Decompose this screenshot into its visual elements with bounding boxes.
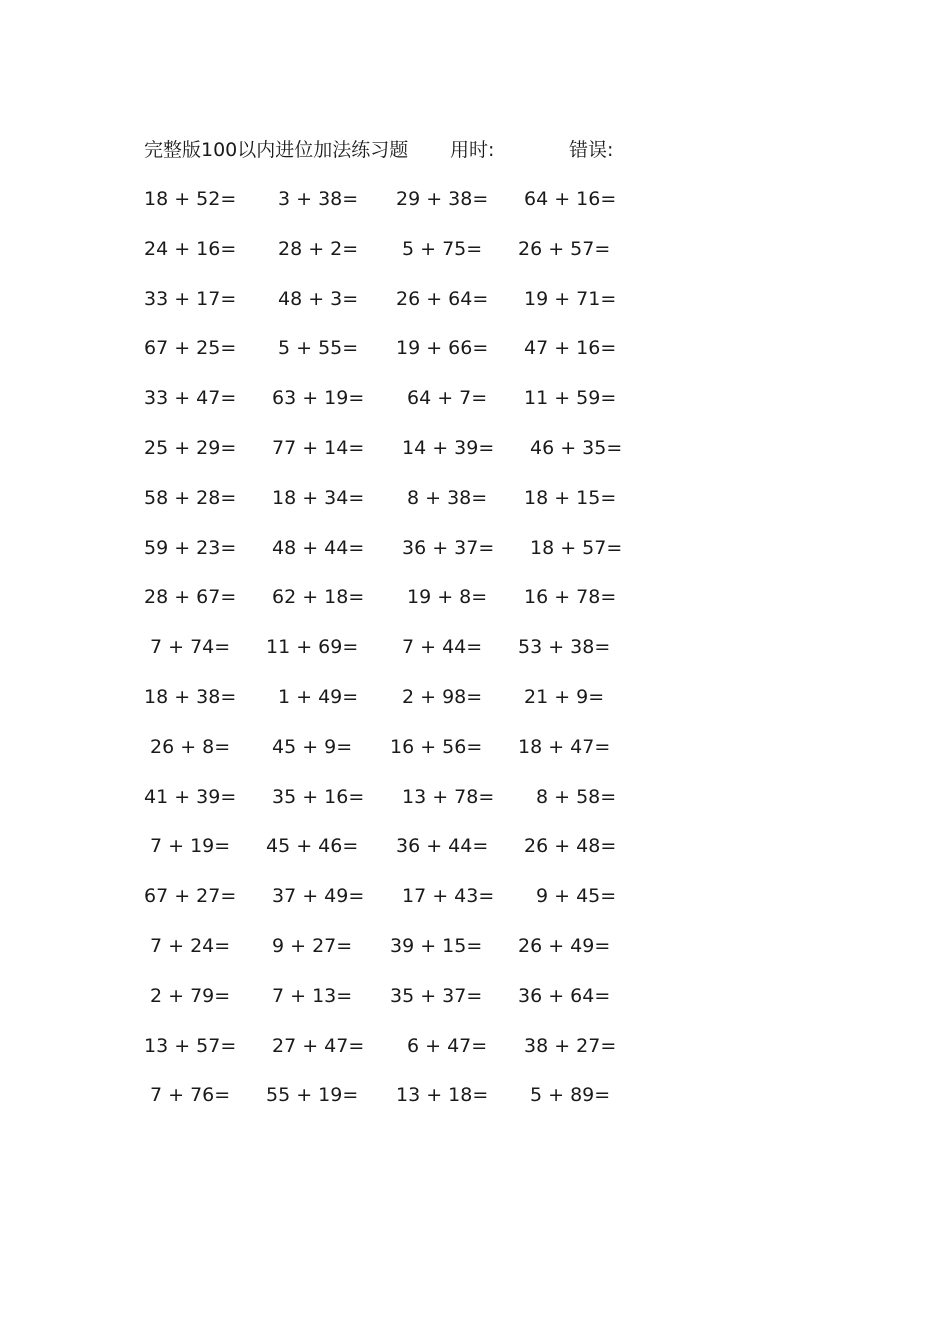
addition-problem: 77 + 14= <box>272 436 365 459</box>
problem-row <box>0 383 950 433</box>
addition-problem: 7 + 74= <box>150 636 231 659</box>
addition-problem: 18 + 52= <box>144 188 237 210</box>
problem-row <box>0 234 950 284</box>
problem-row <box>0 782 950 832</box>
addition-problem: 38 + 27= <box>524 1034 617 1057</box>
addition-problem: 26 + 57= <box>518 237 611 260</box>
problem-row <box>0 881 950 931</box>
problem-row <box>0 981 950 1031</box>
addition-problem: 11 + 59= <box>524 387 617 410</box>
addition-problem: 45 + 46= <box>266 835 359 858</box>
addition-problem: 19 + 66= <box>396 337 489 360</box>
addition-problem: 18 + 57= <box>530 536 623 559</box>
addition-problem: 36 + 37= <box>402 536 495 559</box>
addition-problem: 58 + 28= <box>144 486 237 509</box>
addition-problem: 8 + 38= <box>407 486 488 509</box>
addition-problem: 62 + 18= <box>272 586 365 609</box>
problem-row <box>0 333 950 383</box>
problem-row <box>0 483 950 533</box>
addition-problem: 53 + 38= <box>518 636 611 659</box>
addition-problem: 46 + 35= <box>530 436 623 459</box>
addition-problem: 1 + 49= <box>278 685 359 708</box>
problem-row <box>0 582 950 632</box>
addition-problem: 21 + 9= <box>524 685 605 708</box>
problem-row <box>0 1080 950 1130</box>
addition-problem: 64 + 16= <box>524 188 617 210</box>
addition-problem: 18 + 15= <box>524 486 617 509</box>
problem-row <box>0 831 950 881</box>
addition-problem: 17 + 43= <box>402 885 495 908</box>
addition-problem: 64 + 7= <box>407 387 488 410</box>
addition-problem: 48 + 3= <box>278 287 359 310</box>
problem-row <box>0 184 950 234</box>
addition-problem: 35 + 16= <box>272 785 365 808</box>
addition-problem: 67 + 27= <box>144 885 237 908</box>
addition-problem: 7 + 44= <box>402 636 483 659</box>
addition-problem: 36 + 44= <box>396 835 489 858</box>
addition-problem: 13 + 18= <box>396 1084 489 1107</box>
addition-problem: 25 + 29= <box>144 436 237 459</box>
addition-problem: 37 + 49= <box>272 885 365 908</box>
addition-problem: 26 + 48= <box>524 835 617 858</box>
addition-problem: 13 + 78= <box>402 785 495 808</box>
addition-problem: 7 + 13= <box>272 984 353 1007</box>
addition-problem: 19 + 8= <box>407 586 488 609</box>
problem-row <box>0 1031 950 1081</box>
addition-problem: 26 + 49= <box>518 934 611 957</box>
problem-row <box>0 632 950 682</box>
addition-problem: 24 + 16= <box>144 237 237 260</box>
addition-problem: 5 + 89= <box>530 1084 611 1107</box>
addition-problem: 2 + 79= <box>150 984 231 1007</box>
addition-problem: 8 + 58= <box>536 785 617 808</box>
problem-grid <box>0 184 950 1130</box>
addition-problem: 29 + 38= <box>396 188 489 210</box>
addition-problem: 45 + 9= <box>272 735 353 758</box>
addition-problem: 35 + 37= <box>390 984 483 1007</box>
addition-problem: 6 + 47= <box>407 1034 488 1057</box>
addition-problem: 16 + 56= <box>390 735 483 758</box>
addition-problem: 9 + 27= <box>272 934 353 957</box>
addition-problem: 39 + 15= <box>390 934 483 957</box>
addition-problem: 59 + 23= <box>144 536 237 559</box>
addition-problem: 26 + 8= <box>150 735 231 758</box>
addition-problem: 28 + 67= <box>144 586 237 609</box>
addition-problem: 55 + 19= <box>266 1084 359 1107</box>
problem-row <box>0 732 950 782</box>
time-used-label: 用时: <box>450 139 495 161</box>
addition-problem: 5 + 75= <box>402 237 483 260</box>
addition-problem: 14 + 39= <box>402 436 495 459</box>
addition-problem: 7 + 76= <box>150 1084 231 1107</box>
addition-problem: 33 + 47= <box>144 387 237 410</box>
addition-problem: 3 + 38= <box>278 188 359 210</box>
worksheet-title: 完整版100以内进位加法练习题 <box>144 139 409 161</box>
addition-problem: 47 + 16= <box>524 337 617 360</box>
addition-problem: 7 + 19= <box>150 835 231 858</box>
addition-problem: 19 + 71= <box>524 287 617 310</box>
addition-problem: 16 + 78= <box>524 586 617 609</box>
addition-problem: 41 + 39= <box>144 785 237 808</box>
addition-problem: 18 + 34= <box>272 486 365 509</box>
addition-problem: 48 + 44= <box>272 536 365 559</box>
problem-row <box>0 533 950 583</box>
addition-problem: 26 + 64= <box>396 287 489 310</box>
errors-label: 错误: <box>569 139 614 161</box>
addition-problem: 5 + 55= <box>278 337 359 360</box>
addition-problem: 2 + 98= <box>402 685 483 708</box>
addition-problem: 28 + 2= <box>278 237 359 260</box>
addition-problem: 36 + 64= <box>518 984 611 1007</box>
addition-problem: 67 + 25= <box>144 337 237 360</box>
addition-problem: 13 + 57= <box>144 1034 237 1057</box>
addition-problem: 11 + 69= <box>266 636 359 659</box>
addition-problem: 9 + 45= <box>536 885 617 908</box>
addition-problem: 18 + 38= <box>144 685 237 708</box>
problem-row <box>0 433 950 483</box>
addition-problem: 27 + 47= <box>272 1034 365 1057</box>
worksheet-header <box>144 135 664 165</box>
addition-problem: 7 + 24= <box>150 934 231 957</box>
problem-row <box>0 682 950 732</box>
addition-problem: 18 + 47= <box>518 735 611 758</box>
addition-problem: 33 + 17= <box>144 287 237 310</box>
problem-row <box>0 284 950 334</box>
addition-problem: 63 + 19= <box>272 387 365 410</box>
problem-row <box>0 931 950 981</box>
